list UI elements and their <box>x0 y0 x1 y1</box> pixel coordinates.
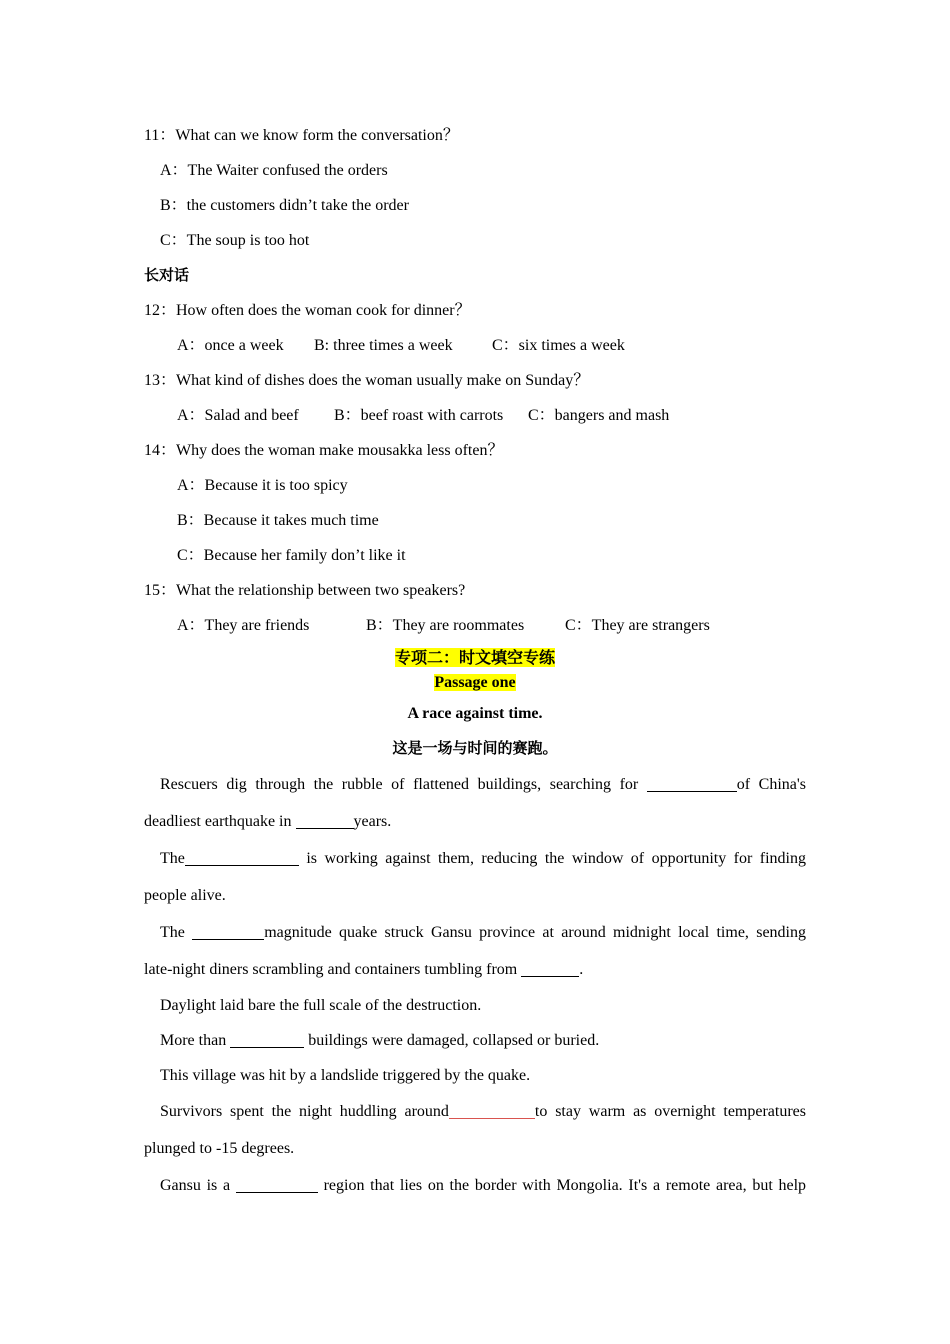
question-13-option-c: C：bangers and mash <box>528 407 670 424</box>
question-15-option-a: A：They are friends <box>177 617 310 634</box>
question-12-option-b: B: three times a week <box>314 337 453 354</box>
passage-line-5 <box>144 914 806 951</box>
fill-blank-1[interactable] <box>647 771 737 792</box>
passage-line-3 <box>144 840 806 877</box>
text-run: to stay warm as overnight temperatures <box>534 1103 807 1120</box>
passage-line-11 <box>144 1130 806 1167</box>
text-run: late-night diners scrambling and containers tumbling from <box>144 961 518 978</box>
text-run: Survivors spent the night huddling around <box>160 1103 449 1120</box>
text-run: More than <box>160 1032 227 1049</box>
question-13-option-b: B：beef roast with carrots <box>334 407 504 424</box>
document-page <box>144 118 806 1204</box>
fill-blank-3[interactable] <box>185 845 299 866</box>
text-run: . <box>579 961 584 978</box>
question-15-option-c: C：They are strangers <box>565 617 710 634</box>
question-11-stem: 11：What can we know form the conversation？ <box>144 127 459 144</box>
question-14-option-c: C：Because her family don’t like it <box>177 547 406 564</box>
passage-line-4 <box>144 877 806 914</box>
text-run: Rescuers dig through the rubble of flattened buildings, searching for <box>160 776 639 793</box>
passage-line-9: This village was hit by a landslide triggered by the quake. <box>160 1067 531 1084</box>
passage-label-row <box>144 670 806 696</box>
question-12-options <box>144 328 806 363</box>
question-11-option-c: C：The soup is too hot <box>160 232 310 249</box>
fill-blank-2[interactable] <box>296 808 354 829</box>
text-run: buildings were damaged, collapsed or buried. <box>308 1032 600 1049</box>
passage-line-1 <box>144 766 806 803</box>
passage-line-7: Daylight laid bare the full scale of the destruction. <box>160 997 482 1014</box>
question-15-stem: 15：What the relationship between two speakers? <box>144 582 466 599</box>
question-12-option-a: A：once a week <box>177 337 284 354</box>
fill-blank-5[interactable] <box>521 956 579 977</box>
question-11-option-b: B：the customers didn’t take the order <box>160 197 409 214</box>
passage-line-6 <box>144 951 806 988</box>
question-12-option-c: C：six times a week <box>492 337 625 354</box>
text-run: deadliest earthquake in <box>144 813 292 830</box>
text-run: of China's <box>736 776 807 793</box>
text-run: is working against them, reducing the window of opportunity for finding <box>306 850 807 867</box>
fill-blank-4[interactable] <box>192 919 264 940</box>
text-run: people alive. <box>144 887 226 904</box>
passage-heading-chinese: 这是一场与时间的赛跑。 <box>392 739 558 757</box>
passage-line-8 <box>144 1023 806 1058</box>
question-13-option-a: A：Salad and beef <box>177 407 299 424</box>
question-15-option-b: B：They are roommates <box>366 617 525 634</box>
text-run: plunged to -15 degrees. <box>144 1140 295 1157</box>
fill-blank-7[interactable] <box>449 1098 535 1119</box>
passage-heading-english: A race against time. <box>407 705 543 722</box>
section-2-title: 专项二：时文填空专练 <box>394 648 555 667</box>
text-run: region that lies on the border with Mongolia. It's a remote area, but help <box>323 1177 807 1194</box>
fill-blank-8[interactable] <box>236 1172 318 1193</box>
passage-line-10 <box>144 1093 806 1130</box>
question-12-stem: 12：How often does the woman cook for dinner？ <box>144 302 471 319</box>
question-14-stem: 14：Why does the woman make mousakka less often？ <box>144 442 504 459</box>
text-run: Gansu is a <box>160 1177 231 1194</box>
text-run: years. <box>353 813 392 830</box>
passage-line-12 <box>144 1167 806 1204</box>
section-2-title-row <box>144 645 806 670</box>
fill-blank-6[interactable] <box>230 1027 304 1048</box>
question-13-stem: 13：What kind of dishes does the woman usually make on Sunday？ <box>144 372 590 389</box>
text-run: The <box>160 924 185 941</box>
text-run: The <box>160 850 185 867</box>
passage-label: Passage one <box>434 674 516 691</box>
question-15-options <box>144 608 806 643</box>
question-13-options <box>144 398 806 433</box>
question-14-option-b: B：Because it takes much time <box>177 512 379 529</box>
question-11-option-a: A：The Waiter confused the orders <box>160 162 388 179</box>
section-heading-long-dialogue: 长对话 <box>144 266 190 284</box>
question-14-option-a: A：Because it is too spicy <box>177 477 348 494</box>
text-run: magnitude quake struck Gansu province at around midnight local time, sending <box>264 924 807 941</box>
passage-line-2 <box>144 803 806 840</box>
